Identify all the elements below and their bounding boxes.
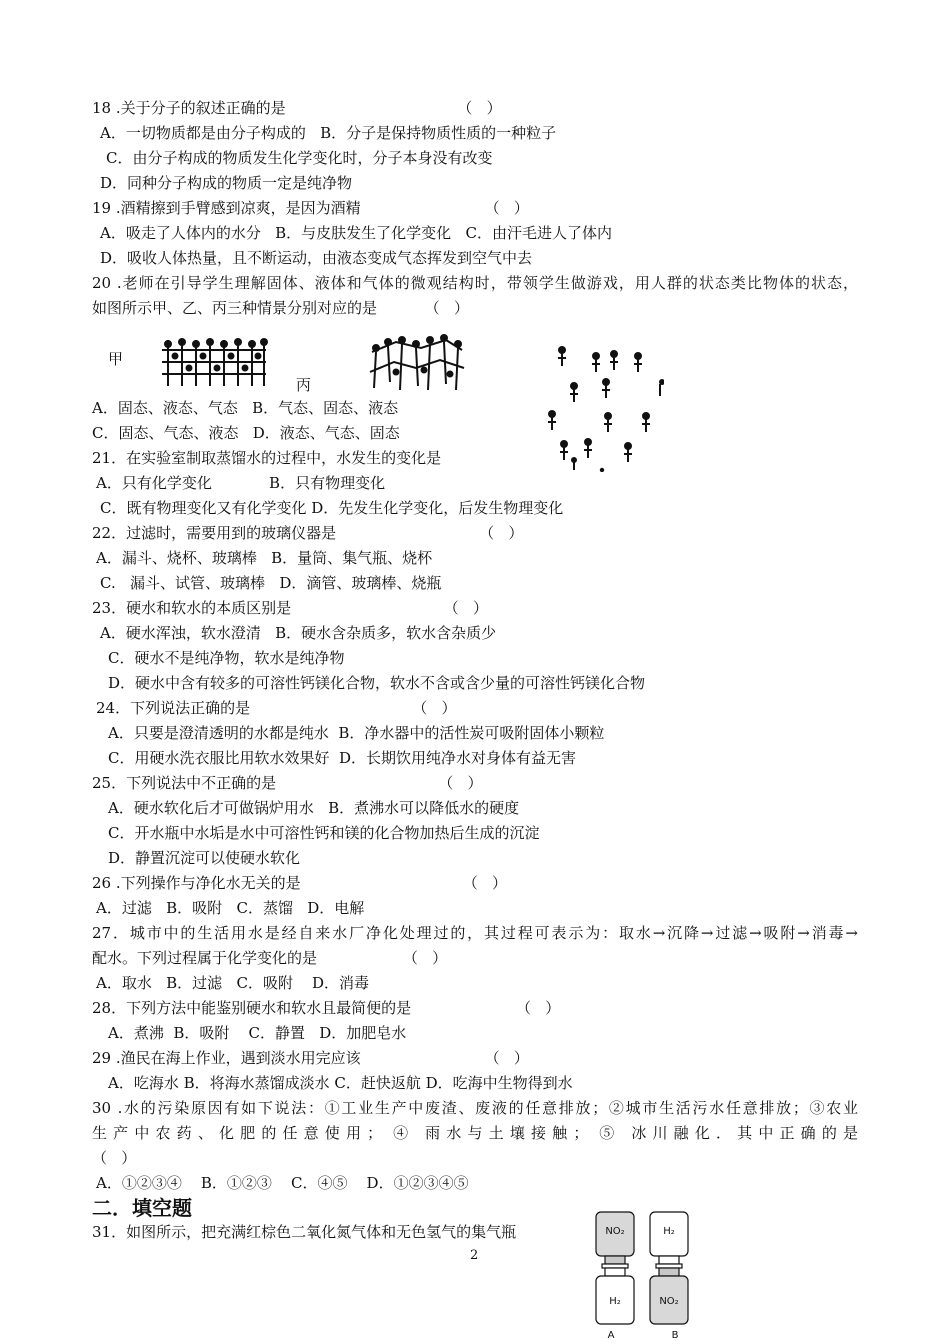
q29-stem: 29 .渔民在海上作业，遇到淡水用完应该 （ ）: [92, 1049, 529, 1067]
q21-stem: 21．在实验室制取蒸馏水的过程中，水发生的变化是: [92, 449, 442, 467]
q20-stem-line2: 如图所示甲、乙、丙三种情景分别对应的是 （ ）: [92, 299, 469, 317]
q27-options: A．取水 B．过滤 C．吸附 D．消毒: [96, 974, 370, 992]
q25-option-ab: A．硬水软化后才可做锅炉用水 B．煮沸水可以降低水的硬度: [108, 799, 520, 817]
q20-stem-line1: 20 .老师在引导学生理解固体、液体和气体的微观结构时，带领学生做游戏，用人群的状态类比物体的状态，: [92, 274, 858, 292]
bottle-b-top-label: H₂: [663, 1226, 675, 1237]
q18-option-c: C．由分子构成的物质发生化学变化时，分子本身没有改变: [106, 149, 493, 167]
figure-solid-crowd: [158, 336, 270, 388]
q27-stem-line2: 配水。下列过程属于化学变化的是 （ ）: [92, 949, 448, 967]
bottle-a-caption: A: [607, 1330, 615, 1341]
q19-option-d: D．吸收人体热量，且不断运动，由液态变成气态挥发到空气中去: [100, 249, 533, 267]
q20-option-cd: C．固态、气态、液态 D．液态、气态、固态: [92, 424, 400, 442]
q28-options: A．煮沸 B．吸附 C．静置 D．加肥皂水: [108, 1024, 407, 1042]
q22-option-cd: C. 漏斗、试管、玻璃棒 D．滴管、玻璃棒、烧瓶: [100, 574, 442, 592]
q30-answer-bracket: （ ）: [92, 1149, 137, 1167]
q21-option-cd: C．既有物理变化又有化学变化 D．先发生化学变化，后发生物理变化: [100, 499, 564, 517]
q18-stem: 18 .关于分子的叙述正确的是 （ ）: [92, 99, 502, 117]
q28-stem: 28．下列方法中能鉴别硬水和软水且最简便的是 （ ）: [92, 999, 561, 1017]
q24-stem: 24．下列说法正确的是 （ ）: [96, 699, 457, 717]
q30-stem-line1: 30 .水的污染原因有如下说法：①工业生产中废渣、废液的任意排放；②城市生活污水任意排放；③农业: [92, 1099, 858, 1117]
q25-option-d: D．静置沉淀可以使硬水软化: [108, 849, 301, 867]
q25-stem: 25．下列说法中不正确的是 （ ）: [92, 774, 483, 792]
q23-option-c: C．硬水不是纯净物，软水是纯净物: [108, 649, 345, 667]
q30-stem-line2: 生产中农药、化肥的任意使用； ④ 雨水与土壤接触； ⑤ 冰川融化．其中正确的是: [92, 1124, 858, 1142]
q19-stem: 19 .酒精擦到手臂感到凉爽，是因为酒精 （ ）: [92, 199, 529, 217]
q23-option-d: D．硬水中含有较多的可溶性钙镁化合物，软水不含或含少量的可溶性钙镁化合物: [108, 674, 646, 692]
page-number: 2: [470, 1248, 479, 1263]
q26-stem: 26 .下列操作与净化水无关的是 （ ）: [92, 874, 508, 892]
q29-options: A．吃海水 B．将海水蒸馏成淡水 C．赶快返航 D．吃海中生物得到水: [108, 1074, 573, 1092]
q18-option-ab: A．一切物质都是由分子构成的 B．分子是保持物质性质的一种粒子: [100, 124, 557, 142]
q25-option-c: C．开水瓶中水垢是水中可溶性钙和镁的化合物加热后生成的沉淀: [108, 824, 540, 842]
figure-gas-crowd: [534, 342, 664, 472]
section-title: 二．填空题: [92, 1196, 192, 1220]
q22-stem: 22．过滤时，需要用到的玻璃仪器是 （ ）: [92, 524, 524, 542]
figure-label-jia: 甲: [108, 350, 124, 368]
bottle-a-bottom-label: H₂: [609, 1296, 621, 1307]
bottle-a-top-label: NO₂: [605, 1226, 625, 1237]
q23-option-ab: A．硬水浑浊，软水澄清 B．硬水含杂质多，软水含杂质少: [100, 624, 497, 642]
bottle-b-caption: B: [671, 1330, 679, 1341]
figure-liquid-crowd: [366, 332, 466, 394]
q18-option-d: D．同种分子构成的物质一定是纯净物: [100, 174, 353, 192]
q24-option-cd: C．用硬水洗衣服比用软水效果好 D．长期饮用纯净水对身体有益无害: [108, 749, 577, 767]
bottle-figure: [586, 1208, 696, 1342]
q20-option-ab: A．固态、液态、气态 B．气态、固态、液态: [92, 399, 399, 417]
q24-option-ab: A．只要是澄清透明的水都是纯水 B．净水器中的活性炭可吸附固体小颗粒: [108, 724, 605, 742]
bottle-b-bottom-label: NO₂: [659, 1296, 679, 1307]
q31-stem: 31．如图所示，把充满红棕色二氧化氮气体和无色氢气的集气瓶: [92, 1223, 517, 1241]
q19-option-abc: A．吸走了人体内的水分 B．与皮肤发生了化学变化 C．由汗毛进人了体内: [100, 224, 612, 242]
q22-option-ab: A．漏斗、烧杯、玻璃棒 B．量筒、集气瓶、烧杯: [96, 549, 433, 567]
q21-option-ab: A．只有化学变化 B．只有物理变化: [96, 474, 386, 492]
q30-options: A．①②③④ B．①②③ C．④⑤ D．①②③④⑤: [96, 1174, 469, 1192]
q23-stem: 23．硬水和软水的本质区别是 （ ）: [92, 599, 488, 617]
figure-label-bing: 丙: [296, 376, 312, 394]
q26-options: A．过滤 B．吸附 C．蒸馏 D．电解: [96, 899, 365, 917]
q27-stem-line1: 27．城市中的生活用水是经自来水厂净化处理过的，其过程可表示为：取水→沉降→过滤→吸附→消毒→: [92, 924, 858, 942]
